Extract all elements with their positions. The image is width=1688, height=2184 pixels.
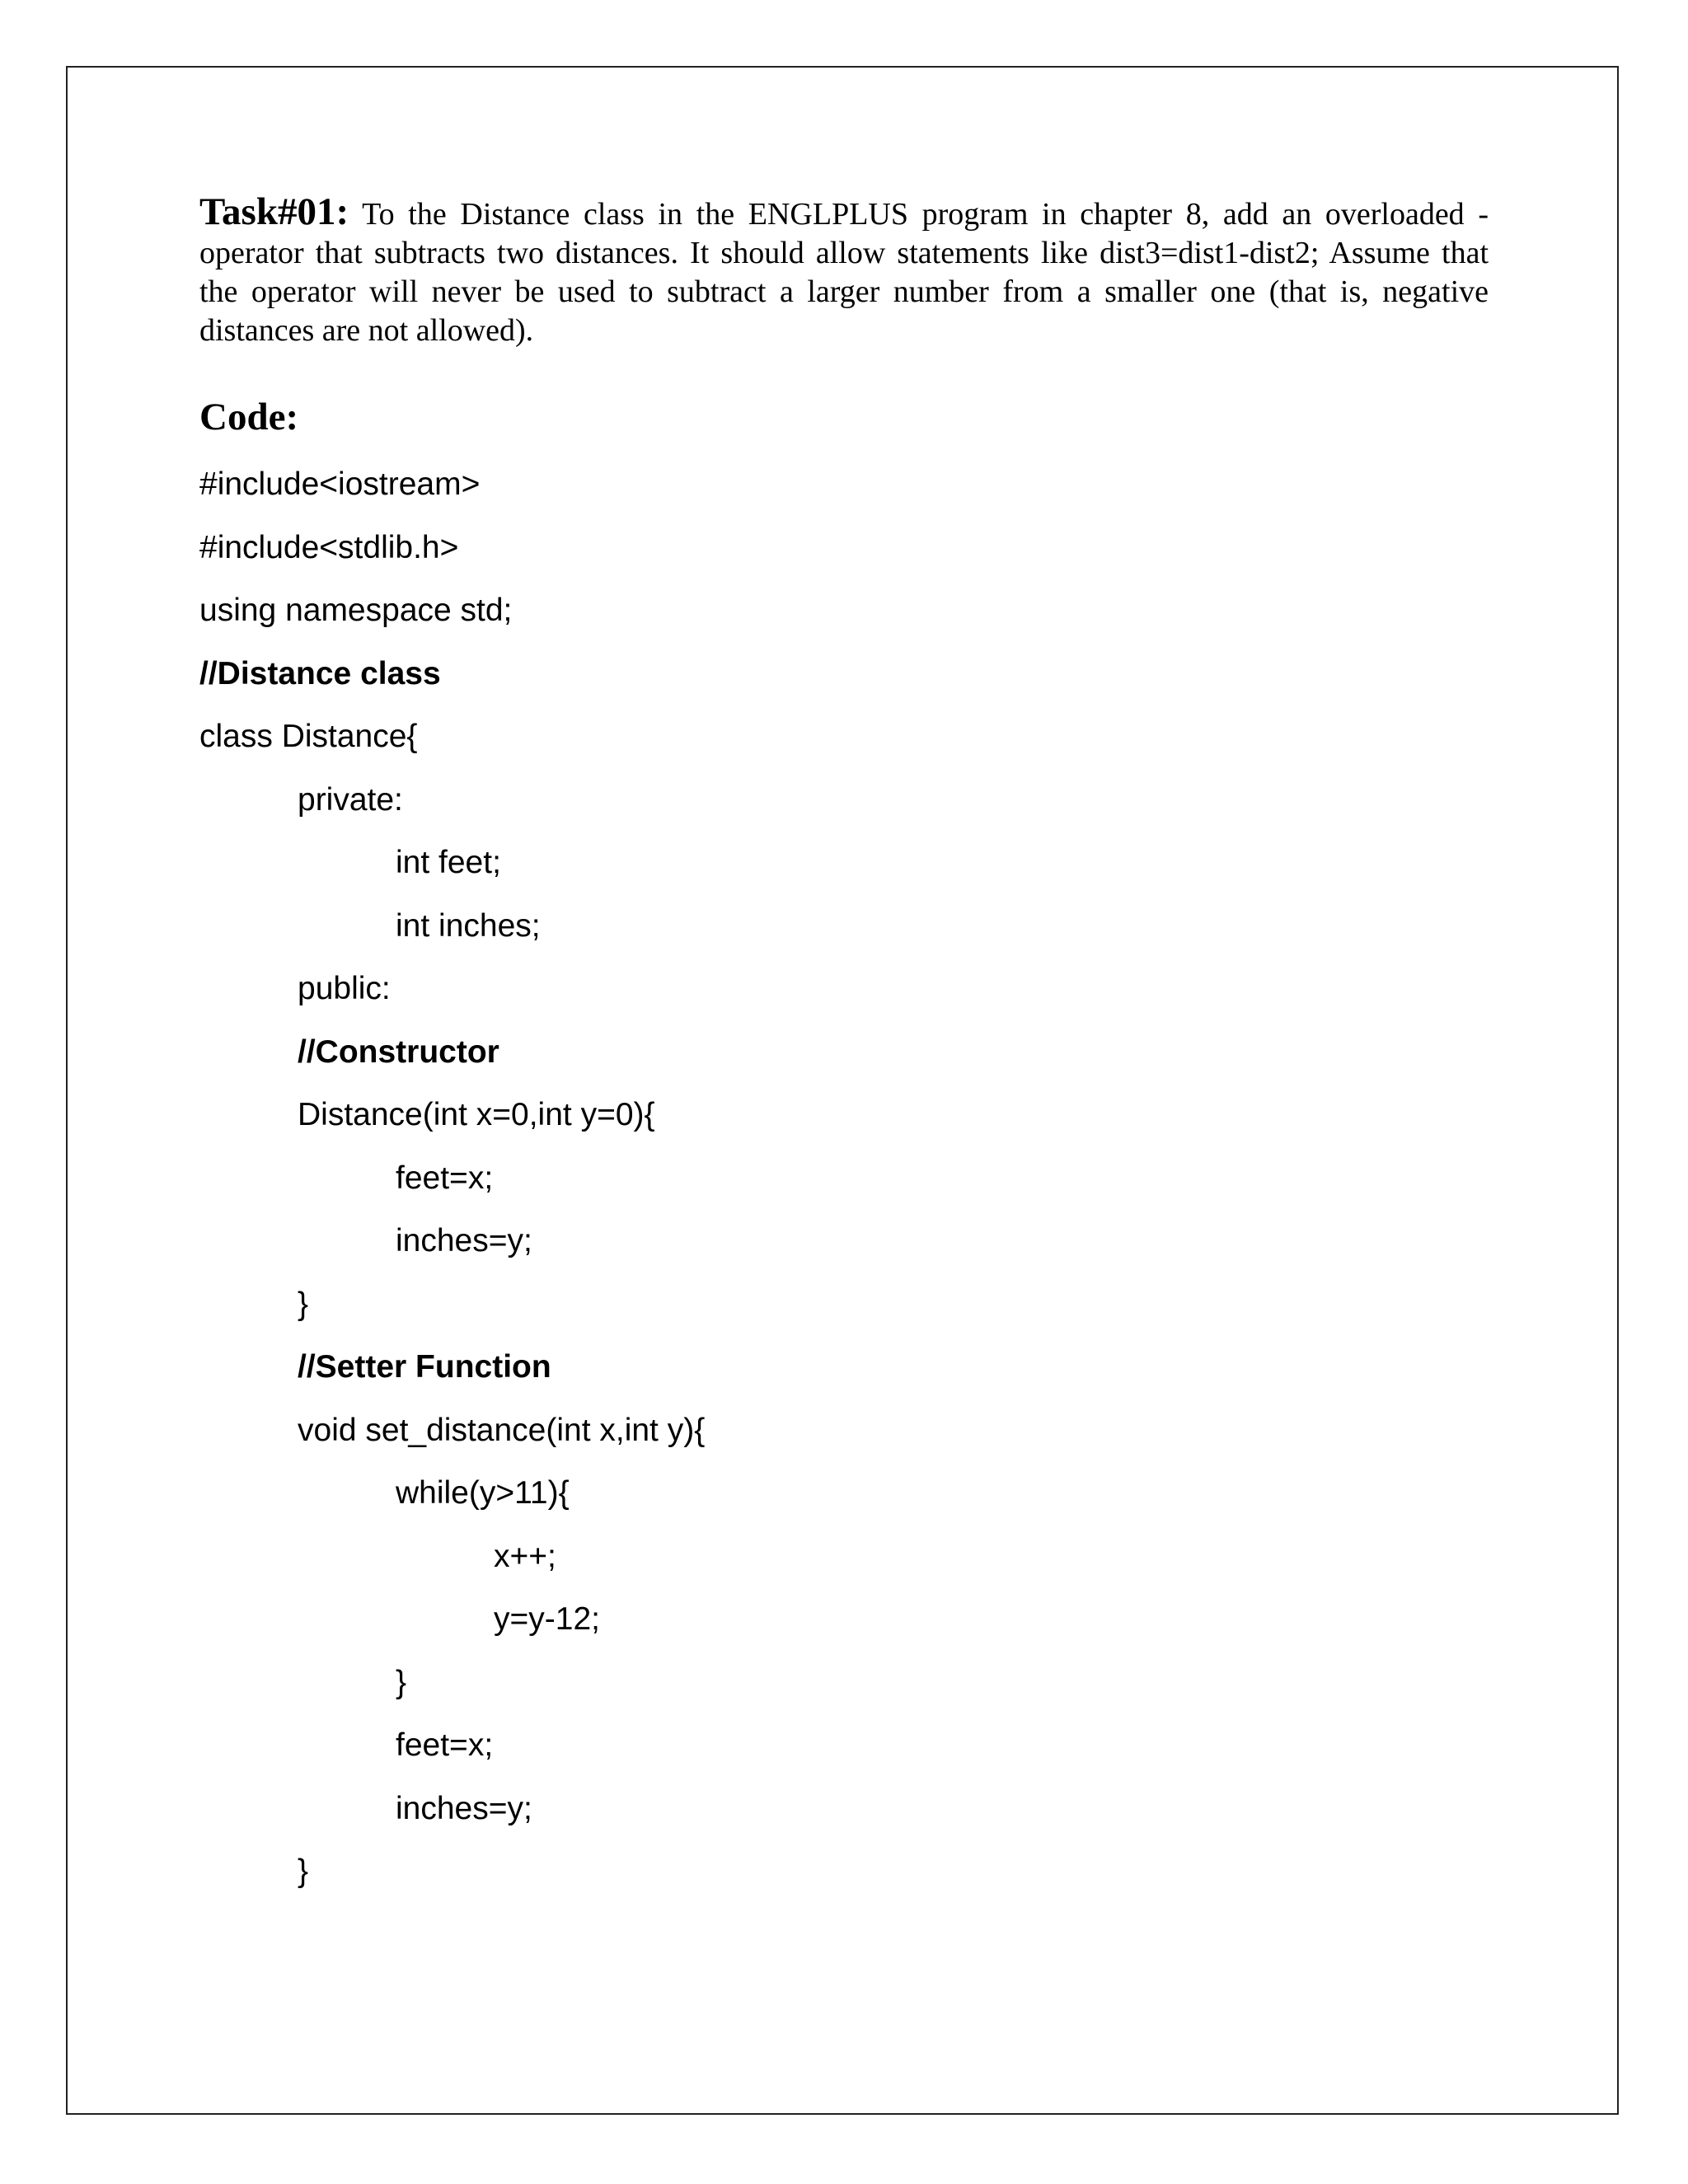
code-line: int feet; — [396, 845, 501, 880]
code-line: x++; — [494, 1538, 556, 1574]
code-comment: //Distance class — [199, 655, 441, 691]
code-line: #include<stdlib.h> — [199, 529, 459, 565]
code-line: private: — [298, 781, 403, 818]
code-line: feet=x; — [396, 1160, 494, 1196]
code-line: Distance(int x=0,int y=0){ — [298, 1097, 655, 1132]
code-comment: //Setter Function — [298, 1349, 551, 1385]
code-line: inches=y; — [396, 1790, 532, 1826]
code-heading: Code: — [199, 396, 299, 438]
code-line: } — [298, 1286, 309, 1322]
code-line: inches=y; — [396, 1223, 532, 1258]
code-line: } — [298, 1854, 309, 1889]
code-block — [199, 463, 1518, 1914]
code-line: while(y>11){ — [396, 1475, 570, 1511]
task-description — [199, 190, 1489, 350]
code-line: int inches; — [396, 907, 541, 944]
code-line: #include<iostream> — [199, 466, 481, 502]
code-line: using namespace std; — [199, 593, 513, 628]
code-line: class Distance{ — [199, 719, 418, 754]
code-line: public: — [298, 971, 391, 1006]
code-line: } — [396, 1664, 407, 1700]
code-line: void set_distance(int x,int y){ — [298, 1412, 706, 1448]
task-label: Task#01: — [199, 190, 349, 233]
code-line: feet=x; — [396, 1727, 494, 1763]
task-text: To the Distance class in the ENGLPLUS program in chapter 8, add an overloaded -operator that subtracts two distances. It should allow statements like dist3=dist1-dist2; Assume that the operator will never be used to subtract a larger number from a smaller one (that is, negative distances are not allowed). — [199, 197, 1489, 348]
code-comment: //Constructor — [298, 1033, 499, 1070]
code-line: y=y-12; — [494, 1601, 600, 1637]
